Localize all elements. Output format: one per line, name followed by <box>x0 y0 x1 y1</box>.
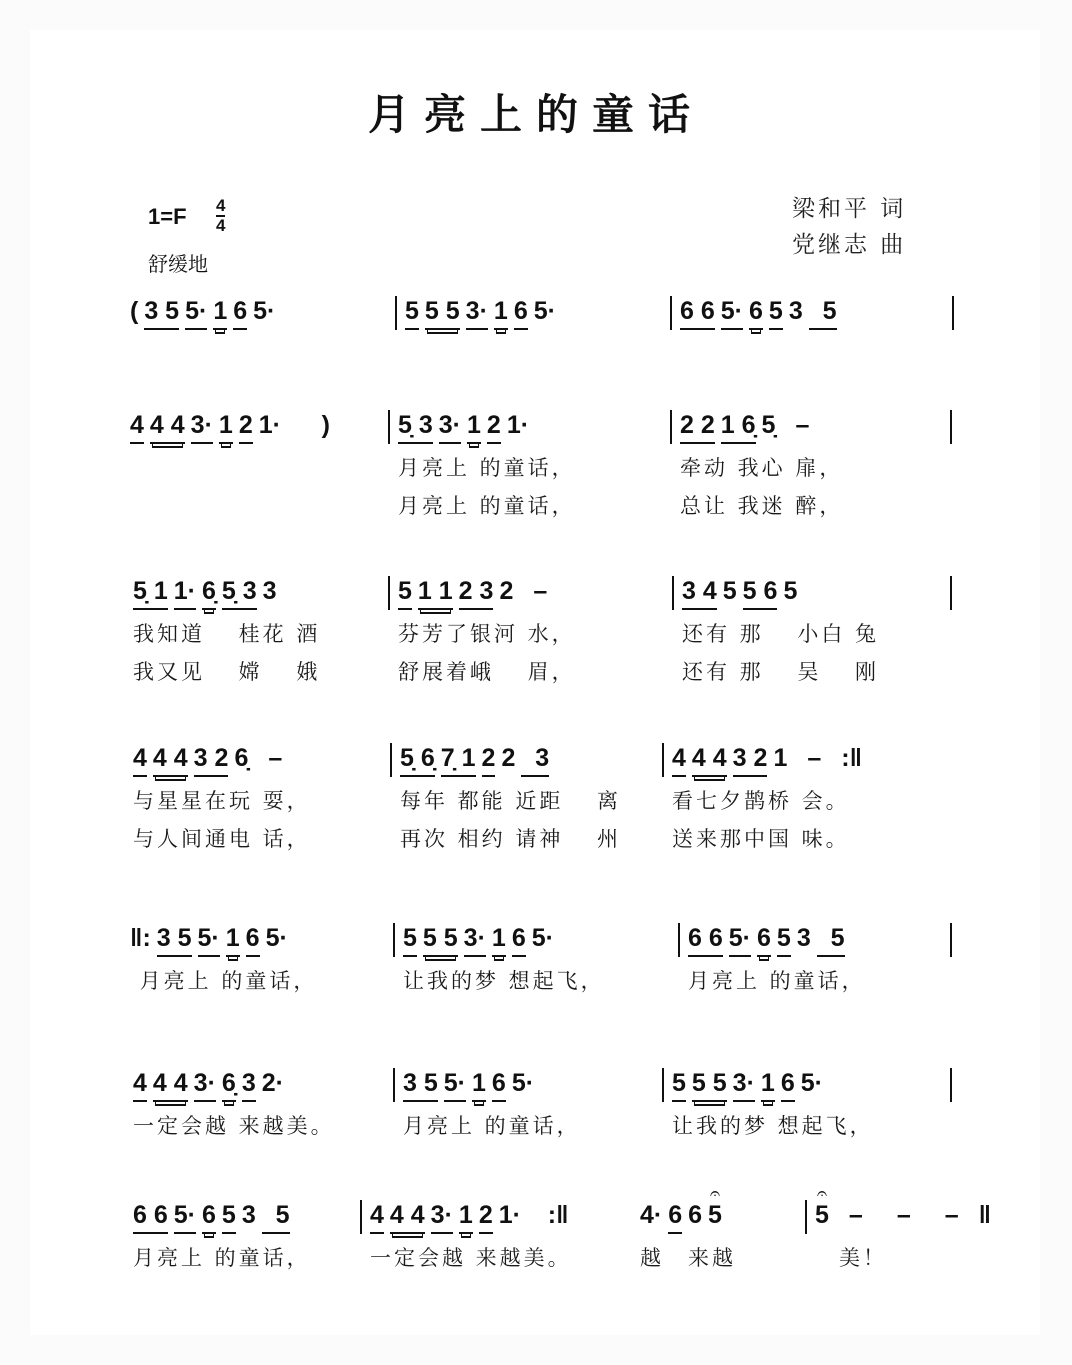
note-group: 4 <box>133 743 147 777</box>
bar-line <box>670 410 672 444</box>
note-group: 1 <box>773 744 788 772</box>
note-group: :‖ <box>526 1201 569 1229</box>
note-group: 1 <box>761 1068 775 1102</box>
lyric-line: 每年 都能 近距 离 <box>400 789 622 813</box>
note-group: 1· <box>258 411 281 439</box>
measure <box>403 923 554 963</box>
note-group: 5· <box>511 1069 535 1097</box>
note-group: 1 <box>226 923 240 957</box>
lyric-line: 舒展着峨 眉， <box>398 660 576 684</box>
lyric-line: 一定会越 来越美。 <box>370 1246 572 1270</box>
score-row <box>0 923 1072 1043</box>
dash-extension: – <box>896 1201 911 1229</box>
note-group: 4· <box>640 1201 663 1229</box>
note-group: 3 5 <box>403 1068 438 1102</box>
note-group: 1 <box>494 296 508 330</box>
note-group: 6̣ <box>202 576 216 610</box>
bar-line <box>950 410 952 444</box>
lyric-line: 一定会越 来越美。 <box>133 1114 335 1138</box>
note-group: 6 6 <box>680 296 715 330</box>
note-group: 6 6 <box>133 1200 168 1234</box>
note-group: 6 <box>492 1068 506 1102</box>
bar-line <box>678 923 680 957</box>
measure <box>130 923 288 963</box>
note-group: 2 <box>239 410 253 444</box>
note-group: 2 <box>499 577 514 605</box>
measure <box>398 576 561 616</box>
bar-line <box>388 576 390 610</box>
note-group: 6 <box>512 923 526 957</box>
note-group: 5̣ 6̣ <box>400 743 435 777</box>
lyric-line: 还有 那 小白 兔 <box>682 622 880 646</box>
note-group: 3· <box>194 1068 216 1102</box>
note-group: 4 4 <box>150 410 185 444</box>
note-group: 5· <box>533 297 556 325</box>
note-group: 7̣ 1 <box>441 743 476 777</box>
bar-line <box>950 576 952 610</box>
note-group: 1 1 <box>418 576 453 610</box>
bar-line <box>805 1200 807 1234</box>
score-row <box>0 410 1072 530</box>
note-group: 1 <box>492 923 506 957</box>
note-group: 2 2 <box>680 410 715 444</box>
note-group: 6̣ <box>222 1068 236 1102</box>
note-group: 5 <box>769 296 783 330</box>
note-group: 1 <box>213 296 227 330</box>
note-group: 5· <box>174 1200 196 1234</box>
lyric-line: 越 来越 <box>640 1246 736 1270</box>
note-group: 5 <box>222 1200 236 1234</box>
note-group: 5 5 <box>423 923 458 957</box>
lyric-line: 美！ <box>815 1246 887 1270</box>
note-group: 3 <box>796 924 811 952</box>
note-group: 5· <box>253 297 276 325</box>
note-group: 5· <box>800 1069 823 1097</box>
lyric-line: 还有 那 吴 刚 <box>682 660 880 684</box>
measure <box>133 1200 290 1240</box>
time-bottom: 4 <box>216 216 226 235</box>
note-group: 3 4 <box>682 576 717 610</box>
note-group: 4 <box>370 1200 384 1234</box>
tempo-marking: 舒缓地 <box>148 252 208 276</box>
measure <box>370 1200 569 1240</box>
note-group: 5 <box>262 1200 290 1234</box>
note-group: 3 5 <box>157 923 192 957</box>
measure <box>133 1068 284 1108</box>
note-group: 3 <box>242 1068 256 1102</box>
bar-line <box>950 1068 952 1102</box>
bar-line <box>670 296 672 330</box>
time-top: 4 <box>216 196 226 215</box>
lyric-line: 芬芳了银河 水， <box>398 622 576 646</box>
note-group: 5 <box>722 577 737 605</box>
note-group: 5̣ 3 <box>222 576 257 610</box>
bar-line <box>662 743 664 777</box>
song-title: 月亮上的童话 <box>367 90 704 139</box>
note-group: 6 <box>514 296 528 330</box>
note-group: 6 <box>668 1200 682 1234</box>
measure <box>130 410 330 450</box>
note-group: 5 <box>809 296 837 330</box>
note-group: 5 <box>398 576 412 610</box>
note-group: 5· <box>721 296 743 330</box>
note-group: 3· <box>431 1200 453 1234</box>
measure <box>680 296 837 336</box>
note-group: 5 <box>405 296 419 330</box>
note-group: 2 <box>501 744 516 772</box>
bar-line <box>388 410 390 444</box>
note-group: 1· <box>174 576 196 610</box>
note-group: 1 6̣ <box>721 410 756 444</box>
bar-line <box>662 1068 664 1102</box>
note-group: 3 2 <box>733 743 768 777</box>
note-group: 4 <box>672 743 686 777</box>
note-group: 6 <box>233 296 247 330</box>
dash-extension: – <box>848 1201 863 1229</box>
note-group: 5 6 <box>743 576 778 610</box>
note-group: 6 <box>749 296 763 330</box>
dash-extension: – <box>944 1201 959 1229</box>
note-group: 3 2 <box>194 743 229 777</box>
lyric-line: 月亮上 的童话， <box>130 969 318 993</box>
note-group: 4 <box>130 410 144 444</box>
note-group: 5 𝄐 <box>815 1200 829 1232</box>
score-row <box>0 296 1072 416</box>
dash-extension: – <box>795 411 810 439</box>
note-group: 3 <box>788 297 803 325</box>
note-group: 1 <box>467 410 481 444</box>
note-group: 4 4 <box>390 1200 425 1234</box>
note-group: 3 <box>241 1201 256 1229</box>
lyric-line: 月亮上 的童话， <box>133 1246 311 1270</box>
lyric-line: 与人间通电 话， <box>133 827 311 851</box>
bar-line <box>360 1200 362 1234</box>
note-group: 6 <box>246 923 260 957</box>
note-group: 3 <box>262 577 277 605</box>
lyric-line: 月亮上 的童话， <box>398 456 576 480</box>
key-signature: 1=F <box>148 204 187 229</box>
note-group: ) <box>286 411 331 439</box>
note-group: 1· <box>498 1201 521 1229</box>
lyric-line: 送来那中国 味。 <box>672 827 850 851</box>
fermata-icon: 𝄐 <box>816 1183 827 1203</box>
measure <box>133 576 277 616</box>
note-group: 5 <box>403 923 417 957</box>
bar-line <box>950 923 952 957</box>
note-group: 6 <box>688 1201 703 1229</box>
note-group: 6̣ <box>234 744 249 772</box>
bar-line <box>395 296 397 330</box>
note-group: 4 <box>133 1068 147 1102</box>
measure <box>682 576 797 616</box>
lyric-line: 与星星在玩 耍， <box>133 789 311 813</box>
note-group: 6 <box>757 923 771 957</box>
measure <box>400 743 549 783</box>
note-group: ‖: <box>130 924 151 952</box>
note-group: 5̣ <box>761 411 776 439</box>
note-group: 5· <box>444 1068 466 1102</box>
note-group: 5 𝄐 <box>708 1200 722 1232</box>
lyric-line: 我知道 桂花 酒 <box>133 622 321 646</box>
note-group: 4 4 <box>692 743 727 777</box>
lyric-line: 牵动 我心 扉， <box>680 456 844 480</box>
note-group: 2 <box>479 1200 493 1234</box>
dash-extension: – <box>807 744 822 772</box>
note-group: 1 <box>219 410 233 444</box>
lyric-line: 看七夕鹊桥 会。 <box>672 789 850 813</box>
bar-line <box>390 743 392 777</box>
note-group: 2· <box>261 1069 284 1097</box>
dash-extension: – <box>268 744 283 772</box>
lyricist-credit: 梁和平 词 <box>792 196 907 222</box>
score-row <box>0 1068 1072 1188</box>
lyric-line: 让我的梦 想起飞， <box>672 1114 874 1138</box>
note-group: 2 <box>482 743 496 777</box>
note-group: 5̣ 1 <box>133 576 168 610</box>
lyric-line: 月亮上 的童话， <box>688 969 866 993</box>
note-group: 4 4 <box>153 1068 188 1102</box>
measure <box>403 1068 534 1108</box>
measure <box>672 1068 823 1108</box>
lyric-line: 月亮上 的童话， <box>398 494 576 518</box>
dash-extension: – <box>533 577 548 605</box>
note-group: 3· <box>733 1068 755 1102</box>
note-group: 1· <box>506 411 530 439</box>
note-group: 3· <box>191 410 213 444</box>
note-group: 2 <box>487 410 501 444</box>
note-group: 3 <box>521 743 549 777</box>
note-group: 5 5 <box>692 1068 727 1102</box>
score-row <box>0 743 1072 863</box>
note-group: 6 6 <box>688 923 723 957</box>
note-group: 3· <box>466 296 488 330</box>
note-group: 5 <box>817 923 845 957</box>
measure <box>680 410 823 450</box>
bar-line <box>952 296 954 330</box>
score-row <box>0 1183 1072 1320</box>
measure <box>405 296 556 336</box>
note-group: ( <box>130 297 139 325</box>
measure <box>640 1183 722 1240</box>
measure <box>688 923 845 963</box>
note-group: 5̣ 3 <box>398 410 433 444</box>
note-group: 5· <box>198 923 220 957</box>
note-group: 6 <box>202 1200 216 1234</box>
note-group: 5· <box>531 924 554 952</box>
bar-line <box>672 576 674 610</box>
note-group: 5 5 <box>425 296 460 330</box>
lyric-line: 我又见 嫦 娥 <box>133 660 321 684</box>
note-group: 1 <box>472 1068 486 1102</box>
measure <box>133 743 296 783</box>
lyric-line: 月亮上 的童话， <box>403 1114 581 1138</box>
note-group: 1 <box>459 1200 473 1234</box>
note-group: 4 4 <box>153 743 188 777</box>
lyric-line: 让我的梦 想起飞， <box>403 969 605 993</box>
lyric-line: 再次 相约 请神 州 <box>400 827 622 851</box>
note-group: 5 <box>777 923 791 957</box>
note-group: :‖ <box>841 744 863 772</box>
note-group: 5 <box>783 577 798 605</box>
note-group: ‖ <box>978 1201 992 1229</box>
note-group: 3· <box>464 923 486 957</box>
measure <box>672 743 862 783</box>
note-group: 2 3 <box>459 576 494 610</box>
note-group: 6 <box>781 1068 795 1102</box>
fermata-icon: 𝄐 <box>709 1183 721 1203</box>
composer-credit: 党继志 曲 <box>792 232 907 258</box>
measure <box>815 1183 992 1240</box>
note-group: 5· <box>729 923 751 957</box>
note-group: 3· <box>439 410 461 444</box>
bar-line <box>393 923 395 957</box>
score-row <box>0 576 1072 696</box>
note-group: 3 5 <box>144 296 179 330</box>
note-group: 5 <box>672 1068 686 1102</box>
time-signature <box>216 197 225 235</box>
note-group: 5· <box>185 296 207 330</box>
bar-line <box>393 1068 395 1102</box>
measure <box>130 296 275 336</box>
lyric-line: 总让 我迷 醉， <box>680 494 844 518</box>
note-group: 5· <box>265 924 288 952</box>
measure <box>398 410 529 450</box>
